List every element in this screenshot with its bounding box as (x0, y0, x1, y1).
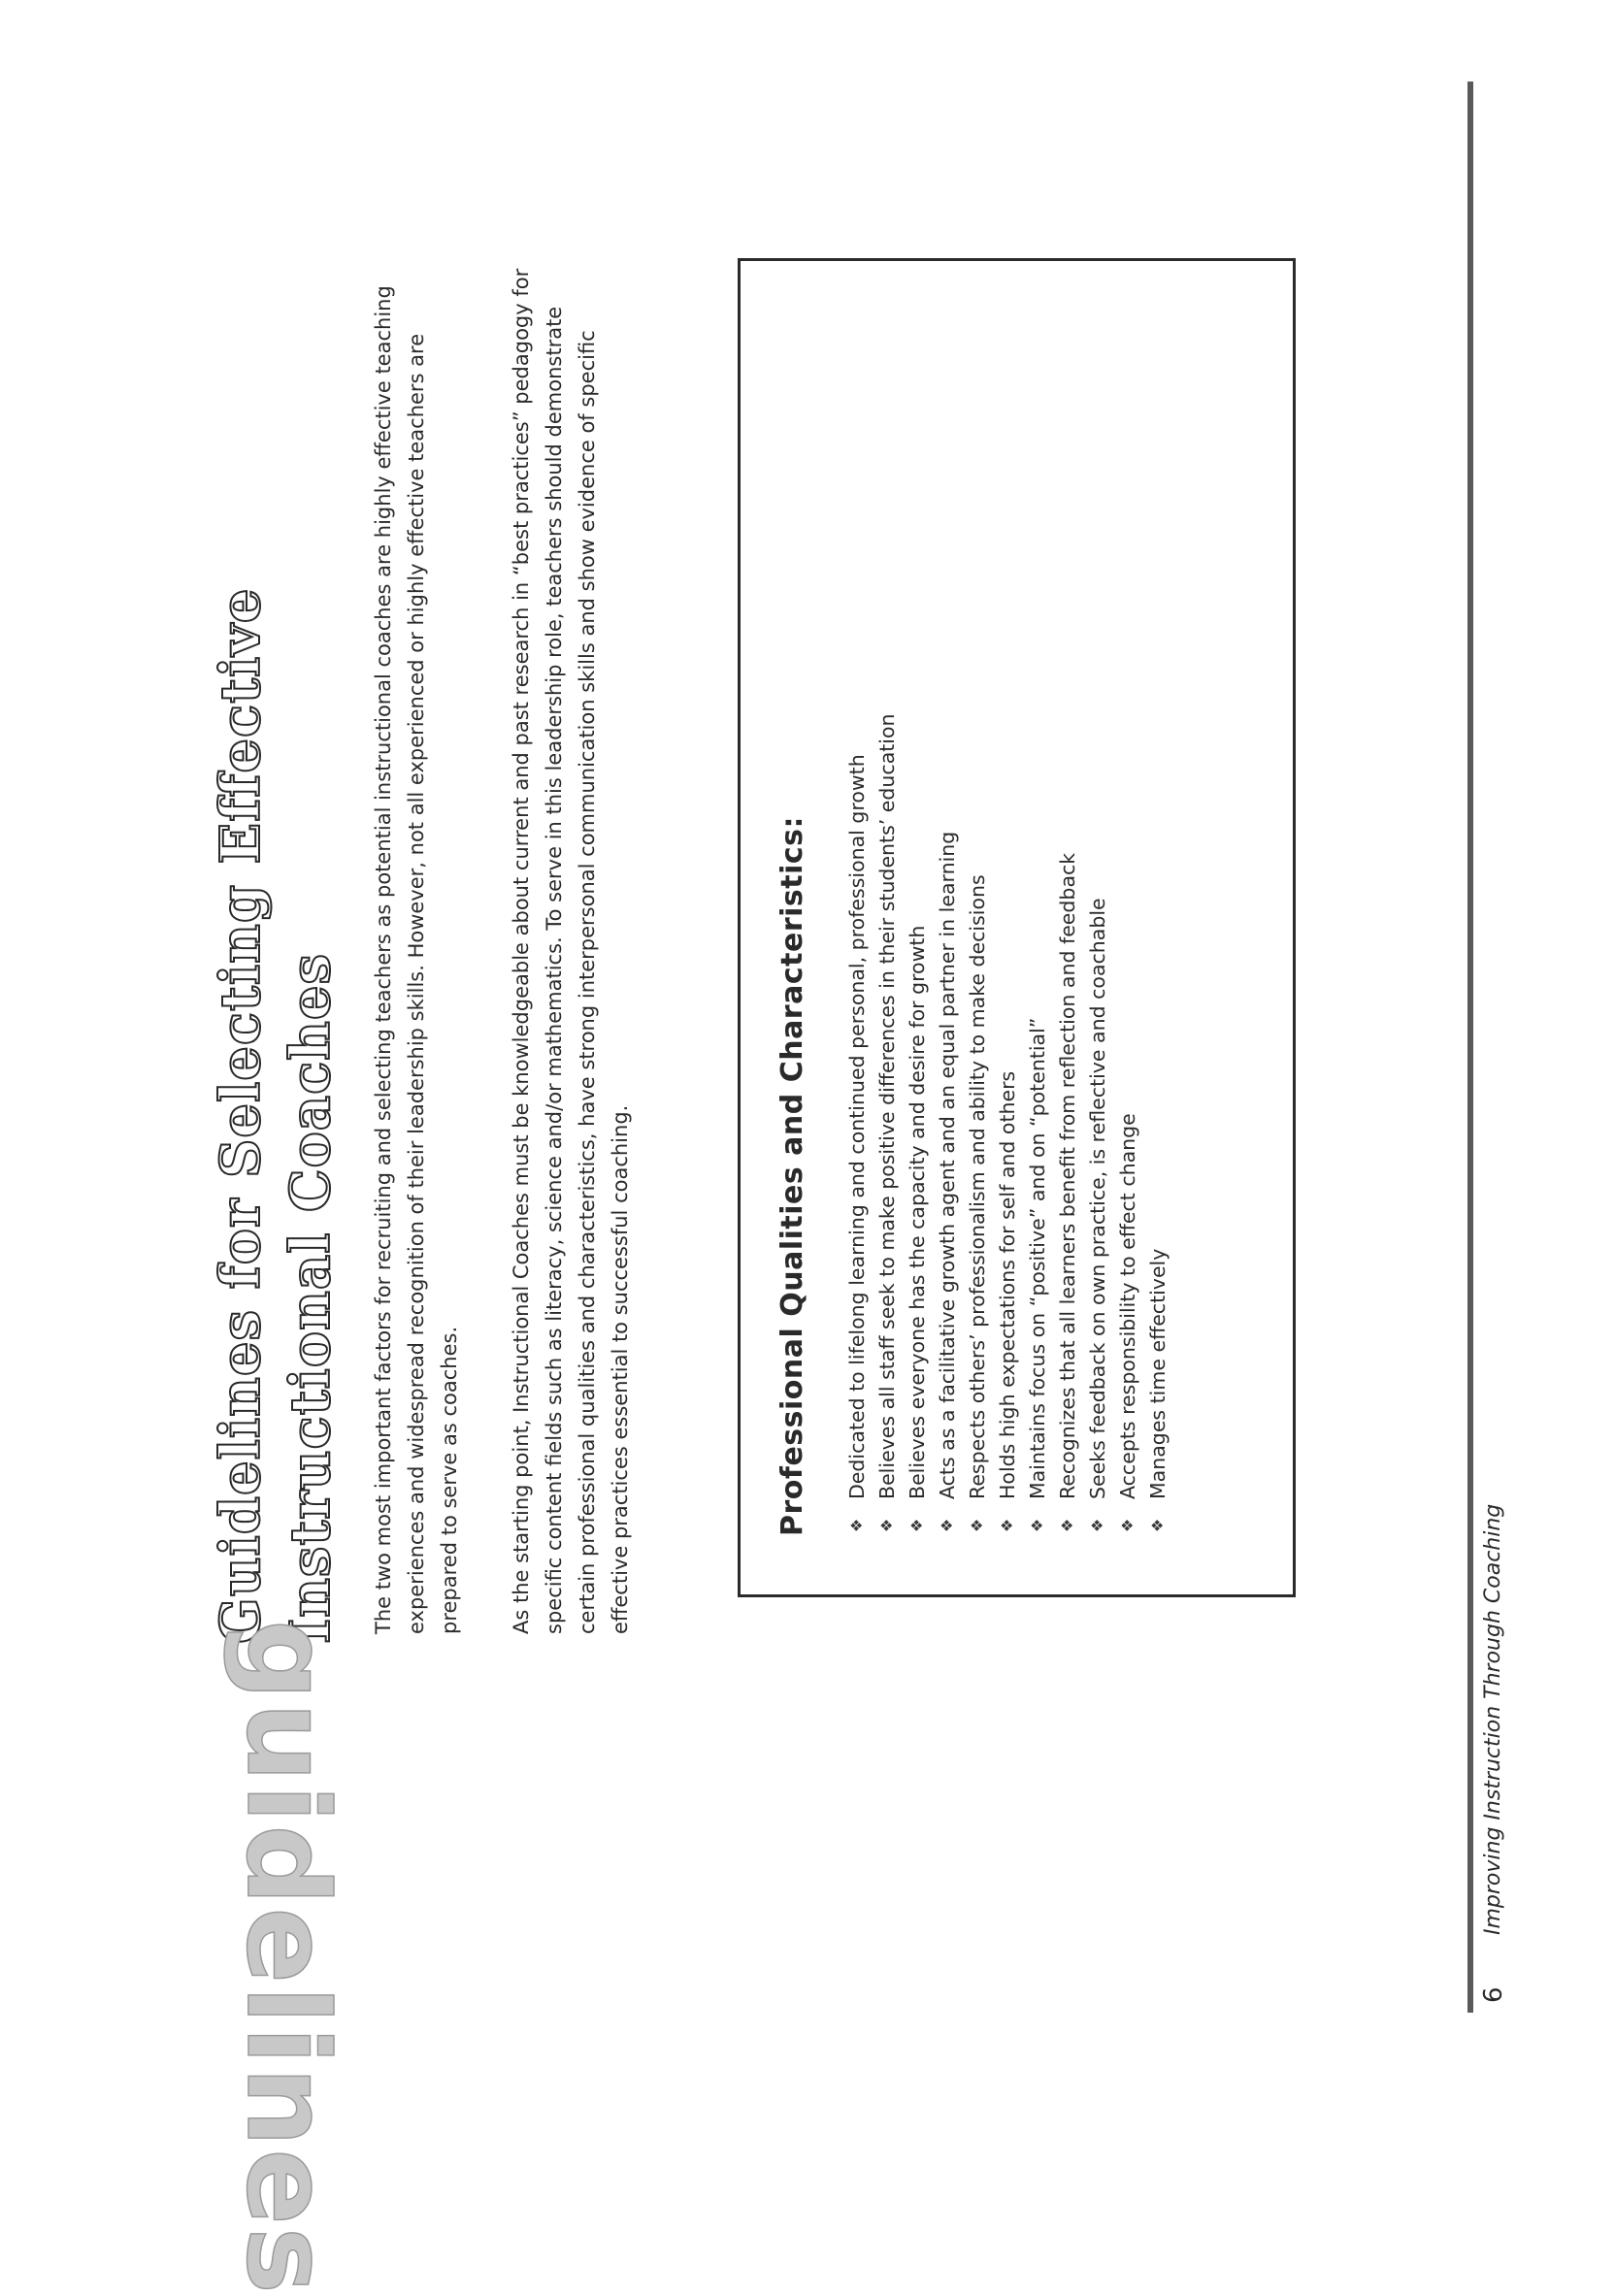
starting-point-paragraph: As the starting point, Instructional Coaches must be knowledgeable about current and past research in “best practices” pedagogy for specific content fields such as literacy, science and/or mathematics. To serve in this leadership role, teachers should demonstrate certain professional qualities and characteristics, have strong interpersonal communication skills and show evidence of specific effective practices essential to successful coaching. (510, 268, 632, 1634)
list-item-text: Believes all staff seek to make positive differences in their students’ education (874, 713, 899, 1499)
footer-rule (1467, 82, 1473, 2013)
qualities-box (738, 258, 1296, 1597)
qualities-list (841, 300, 1172, 1536)
list-item-text: Manages time effectively (1145, 1248, 1170, 1499)
diamond-bullet-icon: ❖ (1147, 1518, 1167, 1533)
list-item-text: Respects others’ professionalism and ability to make decisions (965, 874, 989, 1499)
qualities-heading: Professional Qualities and Characteristics: (775, 815, 809, 1536)
list-item-text: Holds high expectations for self and others (995, 1070, 1019, 1499)
list-item-text: Accepts responsibility to effect change (1115, 1113, 1139, 1499)
diamond-bullet-icon: ❖ (846, 1518, 866, 1533)
diamond-bullet-icon: ❖ (937, 1518, 956, 1533)
list-item (1082, 300, 1112, 1536)
list-item-text: Acts as a facilitative growth agent and an equal partner in learning (935, 831, 959, 1499)
list-item-text: Seeks feedback on own practice, is reflective and coachable (1085, 898, 1109, 1499)
list-item-text: Recognizes that all learners benefit from reflection and feedback (1055, 852, 1079, 1499)
list-item (1142, 300, 1172, 1536)
list-item (992, 300, 1022, 1536)
page-number: 6 (1479, 1986, 1508, 2003)
list-item (841, 300, 872, 1536)
list-item (902, 300, 932, 1536)
list-item (1052, 300, 1082, 1536)
list-item-text: Dedicated to lifelong learning and continued personal, professional growth (844, 754, 869, 1499)
diamond-bullet-icon: ❖ (1087, 1518, 1106, 1533)
list-item (1112, 300, 1142, 1536)
diamond-bullet-icon: ❖ (1027, 1518, 1046, 1533)
guidelines-watermark: guidelines (221, 1620, 352, 2296)
diamond-bullet-icon: ❖ (997, 1518, 1016, 1533)
page-title-line-1: Guidelines for Selecting Effective (209, 587, 273, 1644)
diamond-bullet-icon: ❖ (1057, 1518, 1076, 1533)
diamond-bullet-icon: ❖ (906, 1518, 926, 1533)
diamond-bullet-icon: ❖ (876, 1518, 896, 1533)
page-title (206, 169, 346, 1644)
list-item-text: Believes everyone has the capacity and desire for growth (905, 925, 929, 1499)
list-item-text: Maintains focus on “positive” and on “potential” (1025, 1017, 1049, 1499)
diamond-bullet-icon: ❖ (967, 1518, 986, 1533)
footer-publication-title: Improving Instruction Through Coaching (1481, 1503, 1505, 1935)
list-item (962, 300, 992, 1536)
page-title-line-2: Instructional Coaches (279, 952, 343, 1644)
list-item (1022, 300, 1052, 1536)
intro-paragraph: The two most important factors for recruiting and selecting teachers as potential instructional coaches are highly effective teaching experiences and widespread recognition of their leadership skills. However, not all experienced or highly effective teachers are prepared to serve as coaches. (372, 285, 461, 1634)
diamond-bullet-icon: ❖ (1117, 1518, 1137, 1533)
list-item (932, 300, 962, 1536)
list-item (872, 300, 902, 1536)
